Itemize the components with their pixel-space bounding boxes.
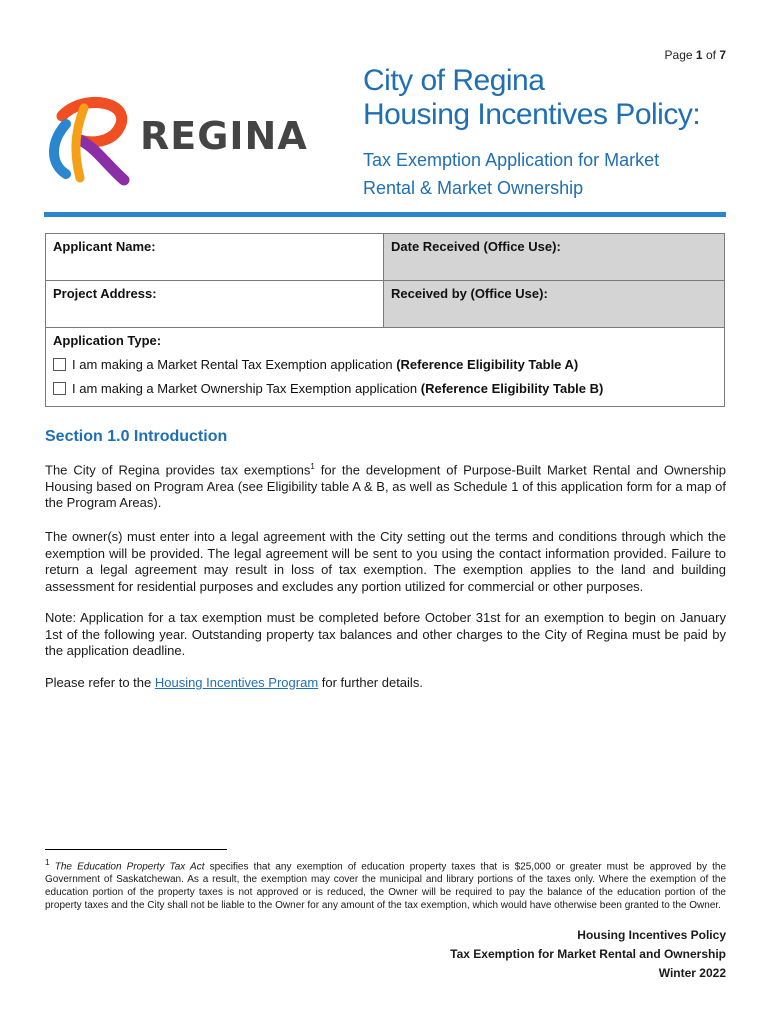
regina-r-mark-icon <box>44 94 140 186</box>
date-received-field: Date Received (Office Use): <box>384 234 725 281</box>
document-title: City of Regina Housing Incentives Policy: <box>363 64 701 131</box>
intro-paragraph-note: Note: Application for a tax exemption must be completed before October 31st for an exemption to begin on January 1st of the following year. Outstanding property tax balances and other charges to the City of Regina must be paid by the application deadline. <box>45 610 726 658</box>
intro-paragraph-2: The owner(s) must enter into a legal agreement with the City setting out the terms and conditions through which the exemption will be provided. The legal agreement will be sent to you using the contact information provided. Failure to return a legal agreement may result in loss of tax exemption. The exemption applies to the land and building assessment for residential purposes and excludes any portion utilized for commercial or other purposes. <box>45 529 726 594</box>
intro-paragraph-1: The City of Regina provides tax exemptions$^1$ for the development of Purpose-Built Market Rental and Ownership Housing based on Program Area (see Eligibility table A & B, as well as Schedule 1 of this application form for a map of the Program Areas). <box>45 462 726 511</box>
logo-wordmark: REGINA <box>140 114 308 158</box>
application-type-cell: Application Type: I am making a Market Rental Tax Exemption application (Reference Eligibility Table A) I am making a Market Ownership Tax Exemption application (Reference Eligibility Table B) <box>46 328 725 407</box>
regina-logo <box>44 94 308 186</box>
received-by-field: Received by (Office Use): <box>384 281 725 328</box>
footnote-divider <box>45 849 227 850</box>
intro-paragraph-refer: Please refer to the Housing Incentives Program for further details. <box>45 675 423 690</box>
application-form-table <box>45 233 725 407</box>
housing-incentives-program-link[interactable]: Housing Incentives Program <box>154 675 319 690</box>
applicant-name-field[interactable]: Applicant Name: <box>46 234 384 281</box>
project-address-field[interactable]: Project Address: <box>46 281 384 328</box>
page-number: Page 1 of 7 <box>664 48 726 62</box>
footnote: $^1$ The Education Property Tax Act specifies that any exemption of education property taxes that is $25,000 or greater must be approved by the Government of Saskatchewan. As a result, the exemption may cover the municipal and library portions of the taxes only. Where the exemption of the education portion of the property taxes is not approved or is reduced, the Owner will be required to pay the balance of the education portion of the property taxes and the City shall not be liable to the Owner for any amount of the tax exemption, which would have otherwise been granted to the Owner. <box>45 857 726 912</box>
page-footer: Housing Incentives Policy Tax Exemption for Market Rental and Ownership Winter 2022 <box>450 928 726 980</box>
document-subtitle: Tax Exemption Application for Market Rental & Market Ownership <box>363 150 660 198</box>
market-ownership-checkbox[interactable] <box>53 382 66 395</box>
market-rental-option[interactable]: I am making a Market Rental Tax Exemption application (Reference Eligibility Table A) <box>53 357 717 372</box>
market-ownership-option[interactable]: I am making a Market Ownership Tax Exemption application (Reference Eligibility Table B) <box>53 381 717 396</box>
market-rental-checkbox[interactable] <box>53 358 66 371</box>
header-divider <box>44 212 726 217</box>
section-heading: Section 1.0 Introduction <box>45 428 228 445</box>
